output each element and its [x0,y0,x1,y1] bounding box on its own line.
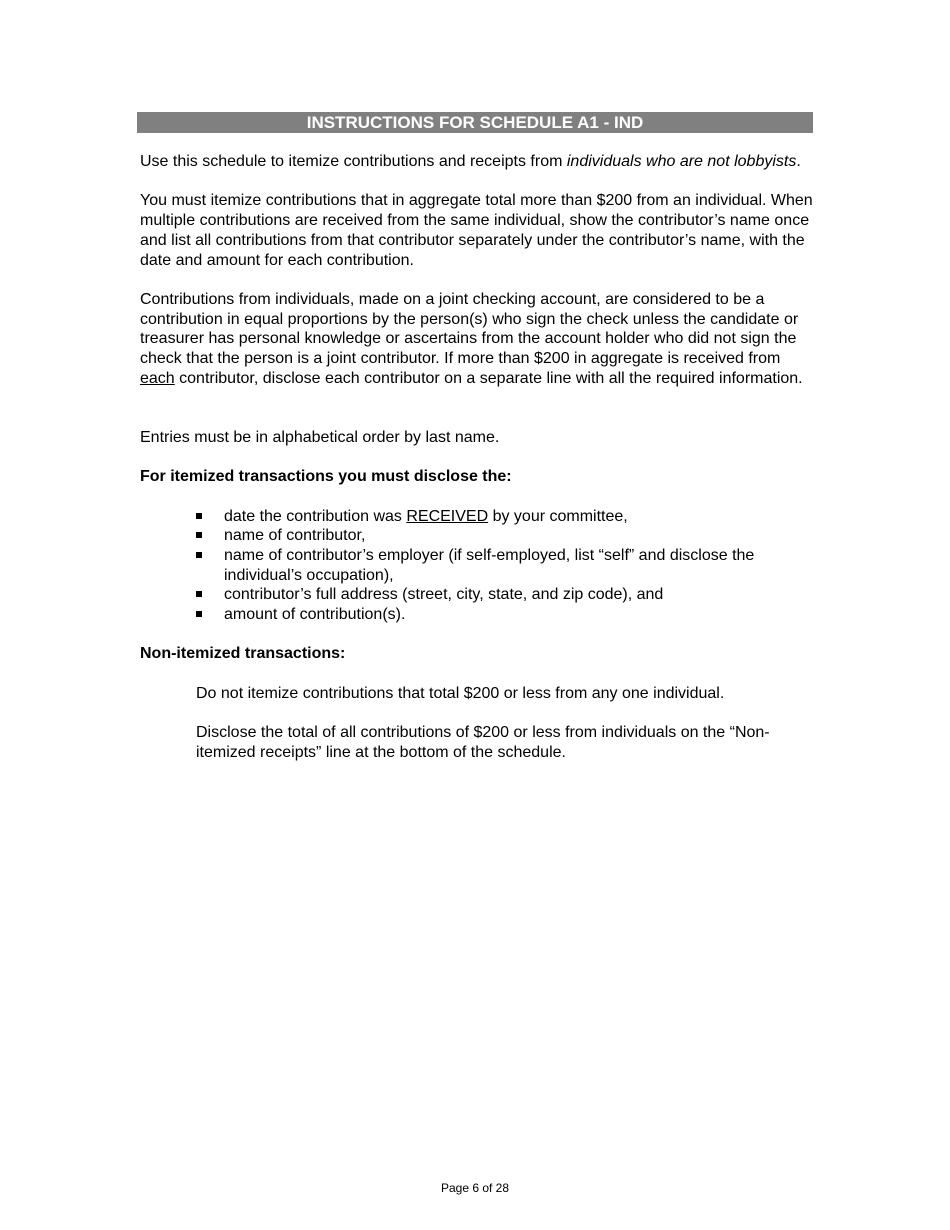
instructions-body [140,152,815,763]
alphabetical-note: Entries must be in alphabetical order by last name. [140,428,500,446]
non-itemized-paragraph-1: Do not itemize contributions that total $200 or less from any one individual. [196,684,725,702]
intro-emphasis: individuals who are not lobbyists [566,153,797,170]
list-item [140,585,815,605]
joint-text-underlined: each [140,369,175,387]
page-number: Page 6 of 28 [440,1181,510,1195]
joint-account-paragraph [140,290,815,389]
item1-before: date the contribution was [224,507,407,525]
item3-text: name of contributor’s employer (if self-employed, list “self” and disclose the individual’s occupation), [224,546,755,584]
page-title: INSTRUCTIONS FOR SCHEDULE A1 - IND [137,112,813,133]
item1-underlined: RECEIVED [406,507,489,525]
list-item [140,605,815,625]
item5-text: amount of contribution(s). [224,606,406,624]
item1-after: by your committee, [488,507,628,525]
joint-text-before: Contributions from individuals, made on a joint checking account, are considered to be a contribution in equal proportions by the person(s) who sign the check unless the candidate or treasurer has personal knowledge or ascertains from the account holder who did not sign the check that the person is a joint contributor. If more than $200 in aggregate is received from [140,290,799,367]
bullet-icon [196,552,202,558]
intro-text: Use this schedule to itemize contributions and receipts from [140,153,567,170]
bullet-icon [196,591,202,597]
non-itemized-paragraph-2: Disclose the total of all contributions of $200 or less from individuals on the “Non-itemized receipts” line at the bottom of the schedule. [196,724,770,761]
item4-text: contributor’s full address (street, city, state, and zip code), and [224,586,664,604]
itemized-list [140,507,815,625]
item2-text: name of contributor, [224,527,366,545]
list-item [140,507,815,527]
bullet-icon [196,532,202,538]
bullet-icon [196,611,202,617]
list-item [140,526,815,546]
joint-text-after: contributor, disclose each contributor on a separate line with all the required information. [174,369,803,387]
aggregate-paragraph: You must itemize contributions that in aggregate total more than $200 from an individual. When multiple contributions are received from the same individual, show the contributor’s name once and list all contributions from that contributor separately under the contributor’s name, with the date and amount for each contribution. [140,192,813,269]
list-item [140,546,815,585]
itemized-heading: For itemized transactions you must disclose the: [140,468,512,486]
non-itemized-heading: Non-itemized transactions: [140,645,346,663]
intro-paragraph [140,152,815,172]
bullet-icon [196,513,202,519]
intro-end: . [796,153,801,170]
